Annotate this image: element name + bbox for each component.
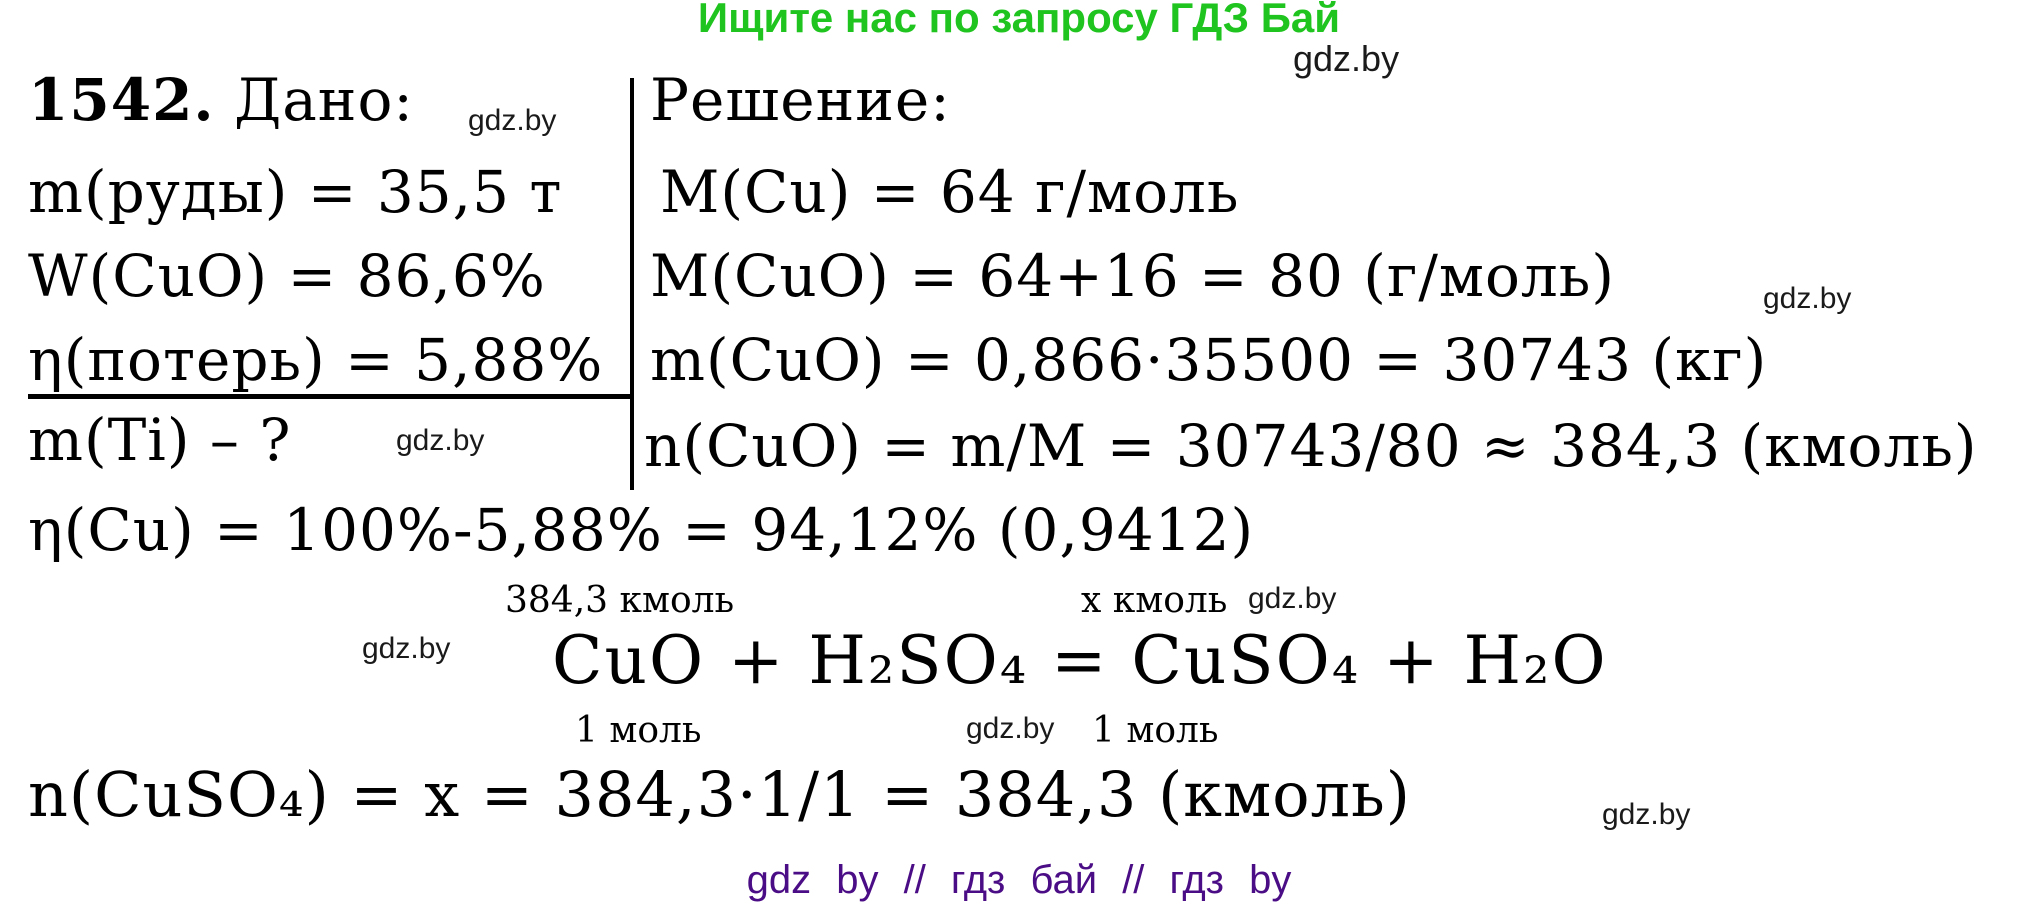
given-line-mass-ore: m(руды) = 35,5 т [28, 158, 563, 226]
solution-line-moles-cuo: n(CuO) = m/M = 30743/80 ≈ 384,3 (кмоль) [644, 412, 1978, 480]
watermark-above-equation: gdz.by [1248, 582, 1337, 615]
given-find-separator-line [28, 394, 630, 399]
footer-banner: gdz by // гдз бай // гдз by [746, 858, 1292, 902]
efficiency-line: η(Cu) = 100%-5,88% = 94,12% (0,9412) [28, 496, 1255, 564]
solution-label: Решение: [650, 66, 951, 134]
watermark-given: gdz.by [468, 104, 557, 137]
header-banner: Ищите нас по запросу ГДЗ Бай [697, 0, 1341, 41]
reaction-equation: CuO + H₂SO₄ = CuSO₄ + H₂O [552, 622, 1608, 699]
solution-line-m-cu: M(Cu) = 64 г/моль [660, 158, 1240, 226]
given-line-eta-losses: η(потерь) = 5,88% [28, 326, 604, 394]
find-line: m(Ti) – ? [28, 406, 292, 474]
problem-number-and-given-label [28, 66, 414, 134]
given-label: Дано: [234, 66, 414, 134]
problem-number: 1542. [28, 66, 215, 134]
solution-line-m-cuo-molar: M(CuO) = 64+16 = 80 (г/моль) [650, 242, 1615, 310]
solution-line-mass-cuo: m(CuO) = 0,866·35500 = 30743 (кг) [650, 326, 1768, 394]
result-line: n(CuSO₄) = x = 384,3·1/1 = 384,3 (кмоль) [28, 758, 1411, 831]
equation-amount-below-left: 1 моль [575, 710, 702, 751]
equation-amount-below-right: 1 моль [1092, 710, 1219, 751]
equation-amount-above-right: x кмоль [1081, 580, 1228, 621]
watermark-below-equation: gdz.by [966, 712, 1055, 745]
given-line-w-cuo: W(CuO) = 86,6% [28, 242, 546, 310]
watermark-top-right: gdz.by [1293, 38, 1400, 79]
watermark-bottom-right: gdz.by [1602, 798, 1691, 831]
watermark-find: gdz.by [396, 424, 485, 457]
watermark-solution-right: gdz.by [1763, 282, 1852, 315]
given-solution-divider-line [630, 78, 634, 490]
watermark-left-of-equation: gdz.by [362, 632, 451, 665]
equation-amount-above-left: 384,3 кмоль [505, 580, 735, 621]
